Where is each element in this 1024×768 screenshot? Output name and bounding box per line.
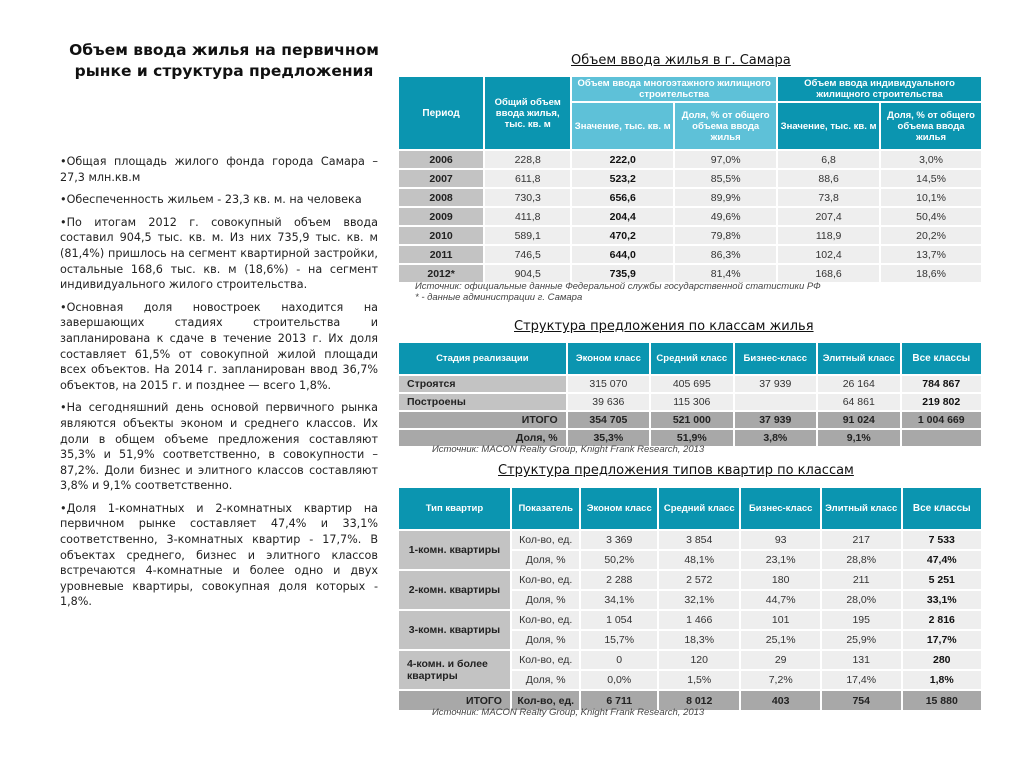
cell-economy: 315 070 xyxy=(568,376,649,392)
cell-period: 2011 xyxy=(399,246,483,263)
cell-middle: 51,9% xyxy=(651,430,733,446)
cell-business: 180 xyxy=(741,571,819,589)
cell-total: 228,8 xyxy=(485,151,570,168)
header-all: Все классы xyxy=(902,343,981,374)
bullet-list xyxy=(60,154,378,610)
cell-all xyxy=(902,430,981,446)
total-row xyxy=(399,412,981,428)
cell-middle: 1,5% xyxy=(659,671,740,689)
cell-total: 589,1 xyxy=(485,227,570,244)
table-row xyxy=(399,651,981,669)
housing-input-table xyxy=(397,75,983,284)
cell-business: 44,7% xyxy=(741,591,819,609)
cell-indiv-value: 6,8 xyxy=(778,151,879,168)
cell-total: 904,5 xyxy=(485,265,570,282)
cell-all: 7 533 xyxy=(903,531,981,549)
header-economy: Эконом класс xyxy=(581,488,656,529)
cell-period: 2006 xyxy=(399,151,483,168)
header-indiv-group: Объем ввода индивидуального жилищного строительства xyxy=(778,77,981,101)
cell-metric: Доля, % xyxy=(512,671,580,689)
cell-business: 7,2% xyxy=(741,671,819,689)
cell-period: 2007 xyxy=(399,170,483,187)
cell-economy: 3 369 xyxy=(581,531,656,549)
cell-all: 15 880 xyxy=(903,691,981,710)
header-middle: Средний класс xyxy=(659,488,740,529)
row-label: Построены xyxy=(399,394,566,410)
cell-economy: 6 711 xyxy=(581,691,656,710)
apartment-type: 2-комн. квартиры xyxy=(399,571,510,609)
cell-indiv-share: 13,7% xyxy=(881,246,981,263)
cell-elite: 217 xyxy=(822,531,901,549)
table-row xyxy=(399,265,981,282)
cell-period: 2010 xyxy=(399,227,483,244)
header-multi-group: Объем ввода многоэтажного жилищного строительства xyxy=(572,77,776,101)
cell-economy: 0 xyxy=(581,651,656,669)
page-title: Объем ввода жилья на первичном рынке и структура предложения xyxy=(69,41,379,80)
cell-elite: 91 024 xyxy=(818,412,900,428)
cell-economy: 354 705 xyxy=(568,412,649,428)
apartment-type: 3-комн. квартиры xyxy=(399,611,510,649)
cell-all: 1 004 669 xyxy=(902,412,981,428)
cell-indiv-share: 10,1% xyxy=(881,189,981,206)
cell-multi-share: 86,3% xyxy=(675,246,776,263)
cell-metric: Кол-во, ед. xyxy=(512,691,580,710)
cell-total: 746,5 xyxy=(485,246,570,263)
cell-elite: 28,8% xyxy=(822,551,901,569)
cell-period: 2008 xyxy=(399,189,483,206)
cell-economy: 50,2% xyxy=(581,551,656,569)
cell-indiv-value: 207,4 xyxy=(778,208,879,225)
cell-business: 403 xyxy=(741,691,819,710)
cell-elite: 28,0% xyxy=(822,591,901,609)
cell-all: 5 251 xyxy=(903,571,981,589)
cell-period: 2009 xyxy=(399,208,483,225)
bullet-item: •Общая площадь жилого фонда города Самара – 27,3 млн.кв.м xyxy=(60,155,378,184)
table3-source: Источник: MACON Realty Group, Knight Frank Research, 2013 xyxy=(432,707,705,718)
cell-elite: 25,9% xyxy=(822,631,901,649)
header-middle: Средний класс xyxy=(651,343,733,374)
cell-multi-value: 644,0 xyxy=(572,246,673,263)
apartment-types-table xyxy=(397,486,983,712)
header-multi-share: Доля, % от общего объема ввода жилья xyxy=(675,103,776,149)
apartment-type: 1-комн. квартиры xyxy=(399,531,510,569)
header-business: Бизнес-класс xyxy=(741,488,819,529)
cell-indiv-value: 88,6 xyxy=(778,170,879,187)
bullet-item: •На сегодняшний день основой первичного рынка являются объекты эконом и среднего классов. Их доли в общем объеме предложения составляют 35,3% и 51,9% соответственно, в совокупности – 87,2%. Доли бизнес и элитного классов составляют 3,8% и 9,1% соответственно. xyxy=(60,401,378,493)
cell-middle: 18,3% xyxy=(659,631,740,649)
cell-elite: 64 861 xyxy=(818,394,900,410)
cell-multi-share: 89,9% xyxy=(675,189,776,206)
source-text: Источник: официальные данные Федеральной службы государственной статистики РФ xyxy=(415,281,821,292)
cell-all: 2 816 xyxy=(903,611,981,629)
header-all: Все классы xyxy=(903,488,981,529)
bullet-item: •Доля 1-комнатных и 2-комнатных квартир на первичном рынке составляет 47,4% и 33,1% соответственно, 3-комнатных квартир - 17,7%. В объектах среднего, бизнес и элитного классов встречаются 4-комнатные и более одно и двух уровневые квартиры, совокупная доля которых - 1,8%. xyxy=(60,501,378,609)
cell-middle: 115 306 xyxy=(651,394,733,410)
cell-indiv-share: 3,0% xyxy=(881,151,981,168)
cell-business: 101 xyxy=(741,611,819,629)
cell-indiv-share: 20,2% xyxy=(881,227,981,244)
cell-middle: 3 854 xyxy=(659,531,740,549)
cell-multi-value: 523,2 xyxy=(572,170,673,187)
bullet-item: •Основная доля новостроек находится на завершающих стадиях строительства и запланирована к сдаче в течение 2013 г. Их доля составляет 61,5% от совокупной жилой площади всех объектов. На 2014 г. запланирован ввод 36,7% объектов, на 2015 г. и позднее — всего 1,8%. xyxy=(60,300,378,392)
cell-middle: 405 695 xyxy=(651,376,733,392)
table-row xyxy=(399,394,981,410)
cell-all: 219 802 xyxy=(902,394,981,410)
header-economy: Эконом класс xyxy=(568,343,649,374)
cell-period: 2012* xyxy=(399,265,483,282)
cell-elite: 17,4% xyxy=(822,671,901,689)
cell-indiv-value: 168,6 xyxy=(778,265,879,282)
cell-elite: 754 xyxy=(822,691,901,710)
footnote-text: * - данные администрации г. Самара xyxy=(415,292,583,303)
cell-indiv-share: 14,5% xyxy=(881,170,981,187)
cell-metric: Кол-во, ед. xyxy=(512,571,580,589)
cell-middle: 32,1% xyxy=(659,591,740,609)
cell-multi-value: 470,2 xyxy=(572,227,673,244)
cell-elite: 195 xyxy=(822,611,901,629)
cell-metric: Доля, % xyxy=(512,591,580,609)
cell-economy: 1 054 xyxy=(581,611,656,629)
table-row xyxy=(399,376,981,392)
row-label: Строятся xyxy=(399,376,566,392)
apartment-type: 4-комн. и более квартиры xyxy=(399,651,510,689)
cell-middle: 8 012 xyxy=(659,691,740,710)
cell-metric: Кол-во, ед. xyxy=(512,531,580,549)
cell-elite: 211 xyxy=(822,571,901,589)
cell-business: 3,8% xyxy=(735,430,816,446)
table-row xyxy=(399,208,981,225)
header-elite: Элитный класс xyxy=(818,343,900,374)
table-row xyxy=(399,531,981,549)
cell-business xyxy=(735,394,816,410)
header-business: Бизнес-класс xyxy=(735,343,816,374)
cell-total: 611,8 xyxy=(485,170,570,187)
cell-business: 25,1% xyxy=(741,631,819,649)
table-row xyxy=(399,170,981,187)
cell-economy: 34,1% xyxy=(581,591,656,609)
cell-all: 33,1% xyxy=(903,591,981,609)
header-indiv-value: Значение, тыс. кв. м xyxy=(778,103,879,149)
table1-title: Объем ввода жилья в г. Самара xyxy=(571,53,791,68)
cell-middle: 1 466 xyxy=(659,611,740,629)
table-row xyxy=(399,611,981,629)
row-label: ИТОГО xyxy=(399,691,510,710)
cell-all: 280 xyxy=(903,651,981,669)
cell-all: 784 867 xyxy=(902,376,981,392)
cell-multi-share: 97,0% xyxy=(675,151,776,168)
cell-total: 730,3 xyxy=(485,189,570,206)
cell-middle: 521 000 xyxy=(651,412,733,428)
cell-economy: 35,3% xyxy=(568,430,649,446)
cell-elite: 26 164 xyxy=(818,376,900,392)
cell-total: 411,8 xyxy=(485,208,570,225)
cell-economy: 2 288 xyxy=(581,571,656,589)
cell-indiv-value: 118,9 xyxy=(778,227,879,244)
table1-source xyxy=(415,281,821,303)
cell-business: 37 939 xyxy=(735,376,816,392)
cell-indiv-share: 50,4% xyxy=(881,208,981,225)
cell-multi-value: 656,6 xyxy=(572,189,673,206)
cell-business: 23,1% xyxy=(741,551,819,569)
table-row xyxy=(399,151,981,168)
cell-multi-share: 49,6% xyxy=(675,208,776,225)
table2-source: Источник: MACON Realty Group, Knight Frank Research, 2013 xyxy=(432,444,705,455)
row-label: Доля, % xyxy=(399,430,566,446)
header-metric: Показатель xyxy=(512,488,580,529)
cell-indiv-value: 73,8 xyxy=(778,189,879,206)
row-label: ИТОГО xyxy=(399,412,566,428)
cell-multi-share: 85,5% xyxy=(675,170,776,187)
cell-indiv-share: 18,6% xyxy=(881,265,981,282)
cell-middle: 120 xyxy=(659,651,740,669)
header-total: Общий объем ввода жилья, тыс. кв. м xyxy=(485,77,570,149)
header-type: Тип квартир xyxy=(399,488,510,529)
table-row xyxy=(399,189,981,206)
cell-all: 17,7% xyxy=(903,631,981,649)
cell-elite: 131 xyxy=(822,651,901,669)
class-structure-table xyxy=(397,341,983,448)
cell-business: 37 939 xyxy=(735,412,816,428)
cell-metric: Доля, % xyxy=(512,551,580,569)
cell-metric: Доля, % xyxy=(512,631,580,649)
cell-multi-value: 222,0 xyxy=(572,151,673,168)
cell-middle: 48,1% xyxy=(659,551,740,569)
cell-metric: Кол-во, ед. xyxy=(512,611,580,629)
cell-middle: 2 572 xyxy=(659,571,740,589)
cell-metric: Кол-во, ед. xyxy=(512,651,580,669)
header-elite: Элитный класс xyxy=(822,488,901,529)
cell-business: 29 xyxy=(741,651,819,669)
cell-all: 47,4% xyxy=(903,551,981,569)
cell-multi-value: 204,4 xyxy=(572,208,673,225)
cell-indiv-value: 102,4 xyxy=(778,246,879,263)
header-indiv-share: Доля, % от общего объема ввода жилья xyxy=(881,103,981,149)
cell-business: 93 xyxy=(741,531,819,549)
cell-economy: 0,0% xyxy=(581,671,656,689)
cell-multi-value: 735,9 xyxy=(572,265,673,282)
header-period: Период xyxy=(399,77,483,149)
cell-economy: 15,7% xyxy=(581,631,656,649)
left-column xyxy=(60,40,378,617)
cell-multi-share: 79,8% xyxy=(675,227,776,244)
cell-economy: 39 636 xyxy=(568,394,649,410)
cell-all: 1,8% xyxy=(903,671,981,689)
bullet-item: •По итогам 2012 г. совокупный объем ввода составил 904,5 тыс. кв. м. Из них 735,9 тыс. кв. м (81,4%) пришлось на сегмент квартирной застройки, остальные 168,6 тыс. кв. м (18,6%) - на сегмент индивидуального жилого строительства. xyxy=(60,215,378,292)
cell-multi-share: 81,4% xyxy=(675,265,776,282)
header-stage: Стадия реализации xyxy=(399,343,566,374)
table2-title: Структура предложения по классам жилья xyxy=(514,319,814,334)
table-row xyxy=(399,227,981,244)
bullet-item: •Обеспеченность жильем - 23,3 кв. м. на человека xyxy=(60,193,362,207)
table-row xyxy=(399,246,981,263)
header-multi-value: Значение, тыс. кв. м xyxy=(572,103,673,149)
cell-elite: 9,1% xyxy=(818,430,900,446)
table3-title: Структура предложения типов квартир по классам xyxy=(498,463,854,478)
table-row xyxy=(399,571,981,589)
